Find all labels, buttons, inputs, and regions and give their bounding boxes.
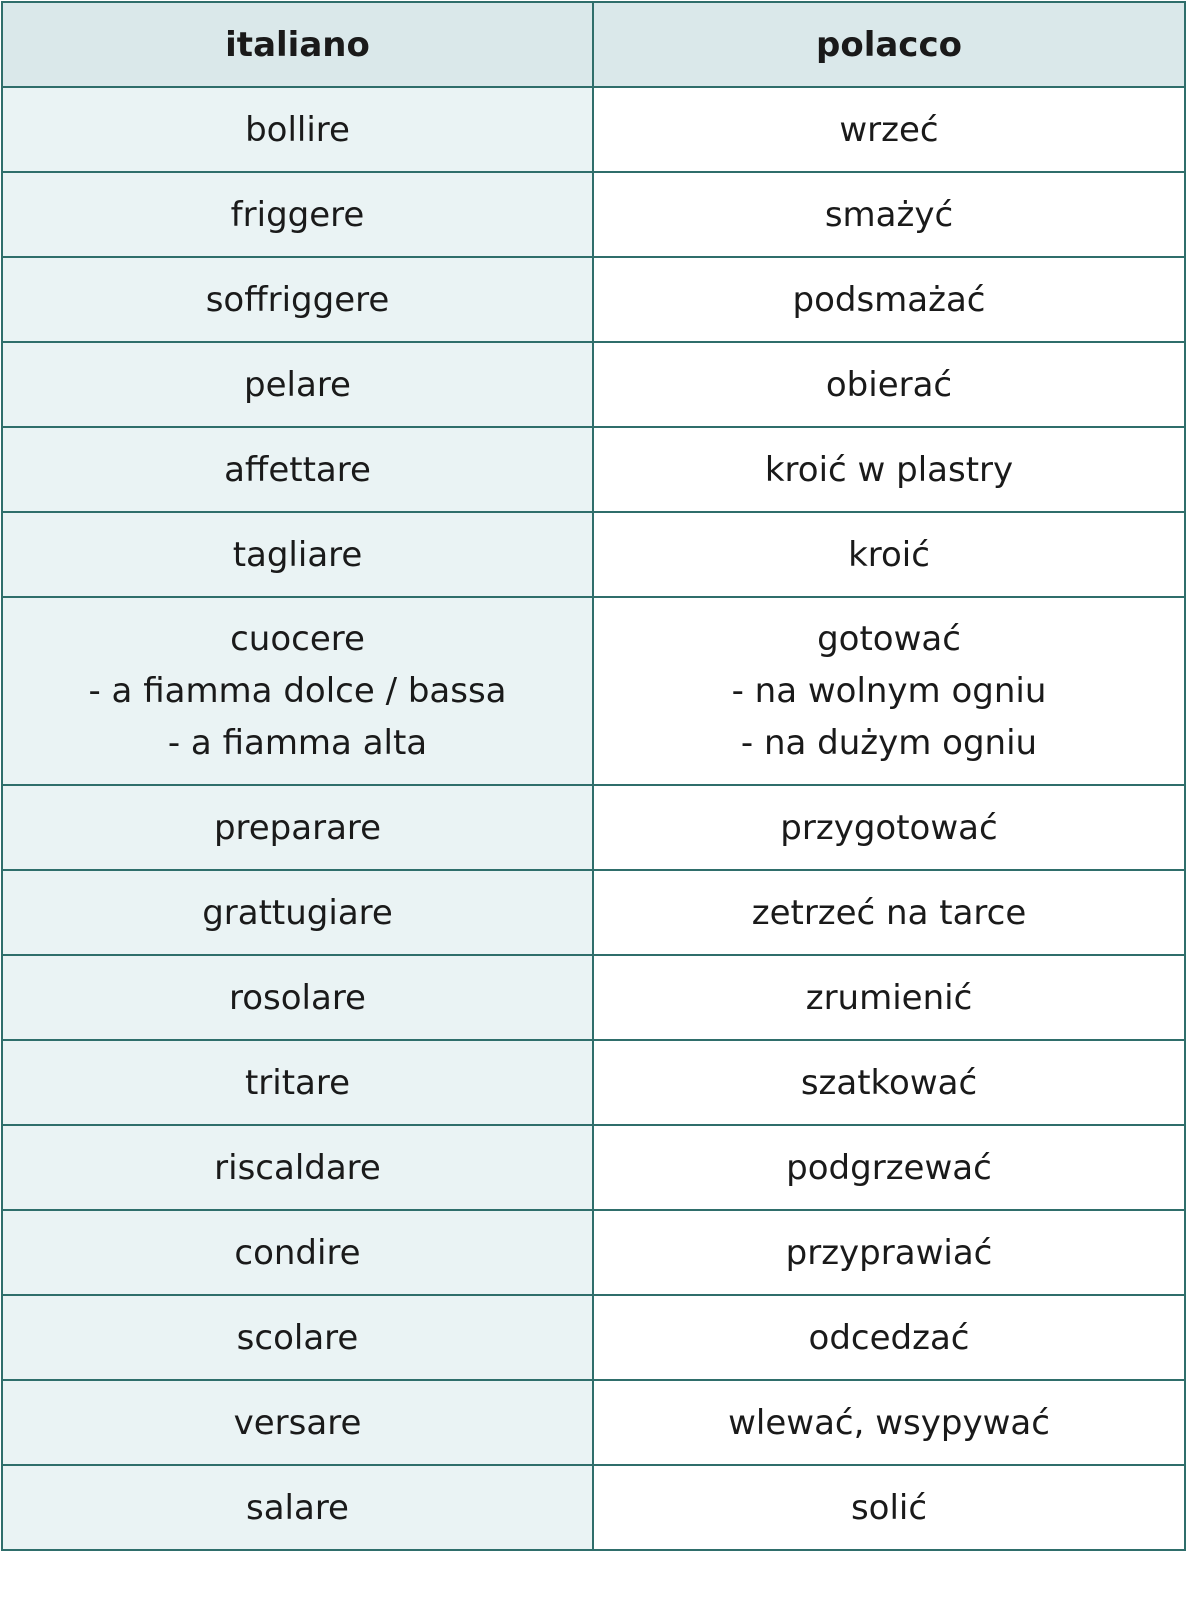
italian-cell-text: - a fiamma alta xyxy=(167,723,428,763)
italian-cell xyxy=(2,1295,593,1380)
polish-cell xyxy=(593,87,1185,172)
polish-cell xyxy=(593,1465,1185,1550)
polish-cell-text: podgrzewać xyxy=(786,1147,992,1188)
italian-cell-text: condire xyxy=(234,1232,361,1273)
italian-cell-text: friggere xyxy=(230,194,365,235)
polish-cell-text: wrzeć xyxy=(839,109,939,150)
polish-cell-text: szatkować xyxy=(800,1062,978,1103)
table-row xyxy=(2,1210,1185,1295)
table-row xyxy=(2,172,1185,257)
table-body xyxy=(2,87,1185,1550)
table-row xyxy=(2,1465,1185,1550)
polish-cell xyxy=(593,172,1185,257)
polish-cell xyxy=(593,785,1185,870)
italian-cell-text: riscaldare xyxy=(214,1147,381,1188)
italian-cell xyxy=(2,1210,593,1295)
italian-cell xyxy=(2,955,593,1040)
table-row xyxy=(2,1380,1185,1465)
header-italian: italiano xyxy=(2,2,593,87)
italian-cell xyxy=(2,1040,593,1125)
polish-cell xyxy=(593,257,1185,342)
polish-cell xyxy=(593,1295,1185,1380)
italian-cell-text: grattugiare xyxy=(202,892,393,933)
table-row xyxy=(2,1125,1185,1210)
italian-cell xyxy=(2,1465,593,1550)
polish-cell-text: przygotować xyxy=(780,807,998,848)
polish-cell xyxy=(593,342,1185,427)
italian-cell xyxy=(2,870,593,955)
table-header xyxy=(2,2,1185,87)
polish-cell-text: smażyć xyxy=(824,194,954,235)
italian-cell-text: versare xyxy=(233,1402,362,1443)
polish-cell xyxy=(593,1210,1185,1295)
polish-cell xyxy=(593,870,1185,955)
italian-cell xyxy=(2,1125,593,1210)
polish-cell xyxy=(593,427,1185,512)
table-row xyxy=(2,512,1185,597)
italian-cell xyxy=(2,512,593,597)
polish-cell-text: kroić w plastry xyxy=(764,449,1014,490)
polish-cell-text: kroić xyxy=(848,534,930,575)
table-row xyxy=(2,1295,1185,1380)
table-row xyxy=(2,955,1185,1040)
italian-cell-text: soffriggere xyxy=(205,279,390,320)
italian-cell-text: rosolare xyxy=(229,977,366,1018)
italian-cell-text: - a fiamma dolce / bassa xyxy=(88,671,507,711)
italian-cell-text: cuocere xyxy=(230,619,365,659)
polish-cell xyxy=(593,1125,1185,1210)
polish-cell-text: przyprawiać xyxy=(785,1232,993,1273)
polish-cell xyxy=(593,512,1185,597)
italian-cell-text: preparare xyxy=(213,807,382,848)
italian-cell-text: tagliare xyxy=(232,534,363,575)
italian-cell-text: scolare xyxy=(236,1317,359,1358)
italian-cell-text: bollire xyxy=(245,109,350,150)
table-row xyxy=(2,342,1185,427)
table-row xyxy=(2,870,1185,955)
polish-cell xyxy=(593,955,1185,1040)
italian-cell xyxy=(2,597,593,785)
polish-cell-text: - na wolnym ogniu xyxy=(731,671,1047,711)
polish-cell-text: zrumienić xyxy=(805,977,973,1018)
polish-cell-text: wlewać, wsypywać xyxy=(728,1402,1050,1443)
polish-cell-text: solić xyxy=(850,1487,928,1528)
polish-cell-text: odcedzać xyxy=(808,1317,970,1358)
italian-cell xyxy=(2,342,593,427)
polish-cell-text: - na dużym ogniu xyxy=(740,723,1038,763)
polish-cell-text: gotować xyxy=(817,619,961,659)
italian-cell xyxy=(2,785,593,870)
header-row xyxy=(2,2,1185,87)
italian-cell xyxy=(2,87,593,172)
polish-cell-text: zetrzeć na tarce xyxy=(751,892,1027,933)
table-row xyxy=(2,785,1185,870)
table-row xyxy=(2,87,1185,172)
table-row xyxy=(2,1040,1185,1125)
italian-cell xyxy=(2,1380,593,1465)
italian-cell xyxy=(2,257,593,342)
polish-cell xyxy=(593,597,1185,785)
polish-cell-text: obierać xyxy=(825,364,953,405)
italian-cell-text: salare xyxy=(246,1487,349,1528)
table-row xyxy=(2,597,1185,785)
italian-cell xyxy=(2,427,593,512)
italian-cell xyxy=(2,172,593,257)
table-row xyxy=(2,427,1185,512)
table-row xyxy=(2,257,1185,342)
header-polish: polacco xyxy=(593,2,1185,87)
polish-cell xyxy=(593,1380,1185,1465)
italian-cell-text: pelare xyxy=(244,364,351,405)
vocabulary-table xyxy=(1,1,1186,1551)
italian-cell-text: affettare xyxy=(224,449,371,490)
polish-cell xyxy=(593,1040,1185,1125)
italian-cell-text: tritare xyxy=(244,1062,351,1103)
polish-cell-text: podsmażać xyxy=(792,279,986,320)
